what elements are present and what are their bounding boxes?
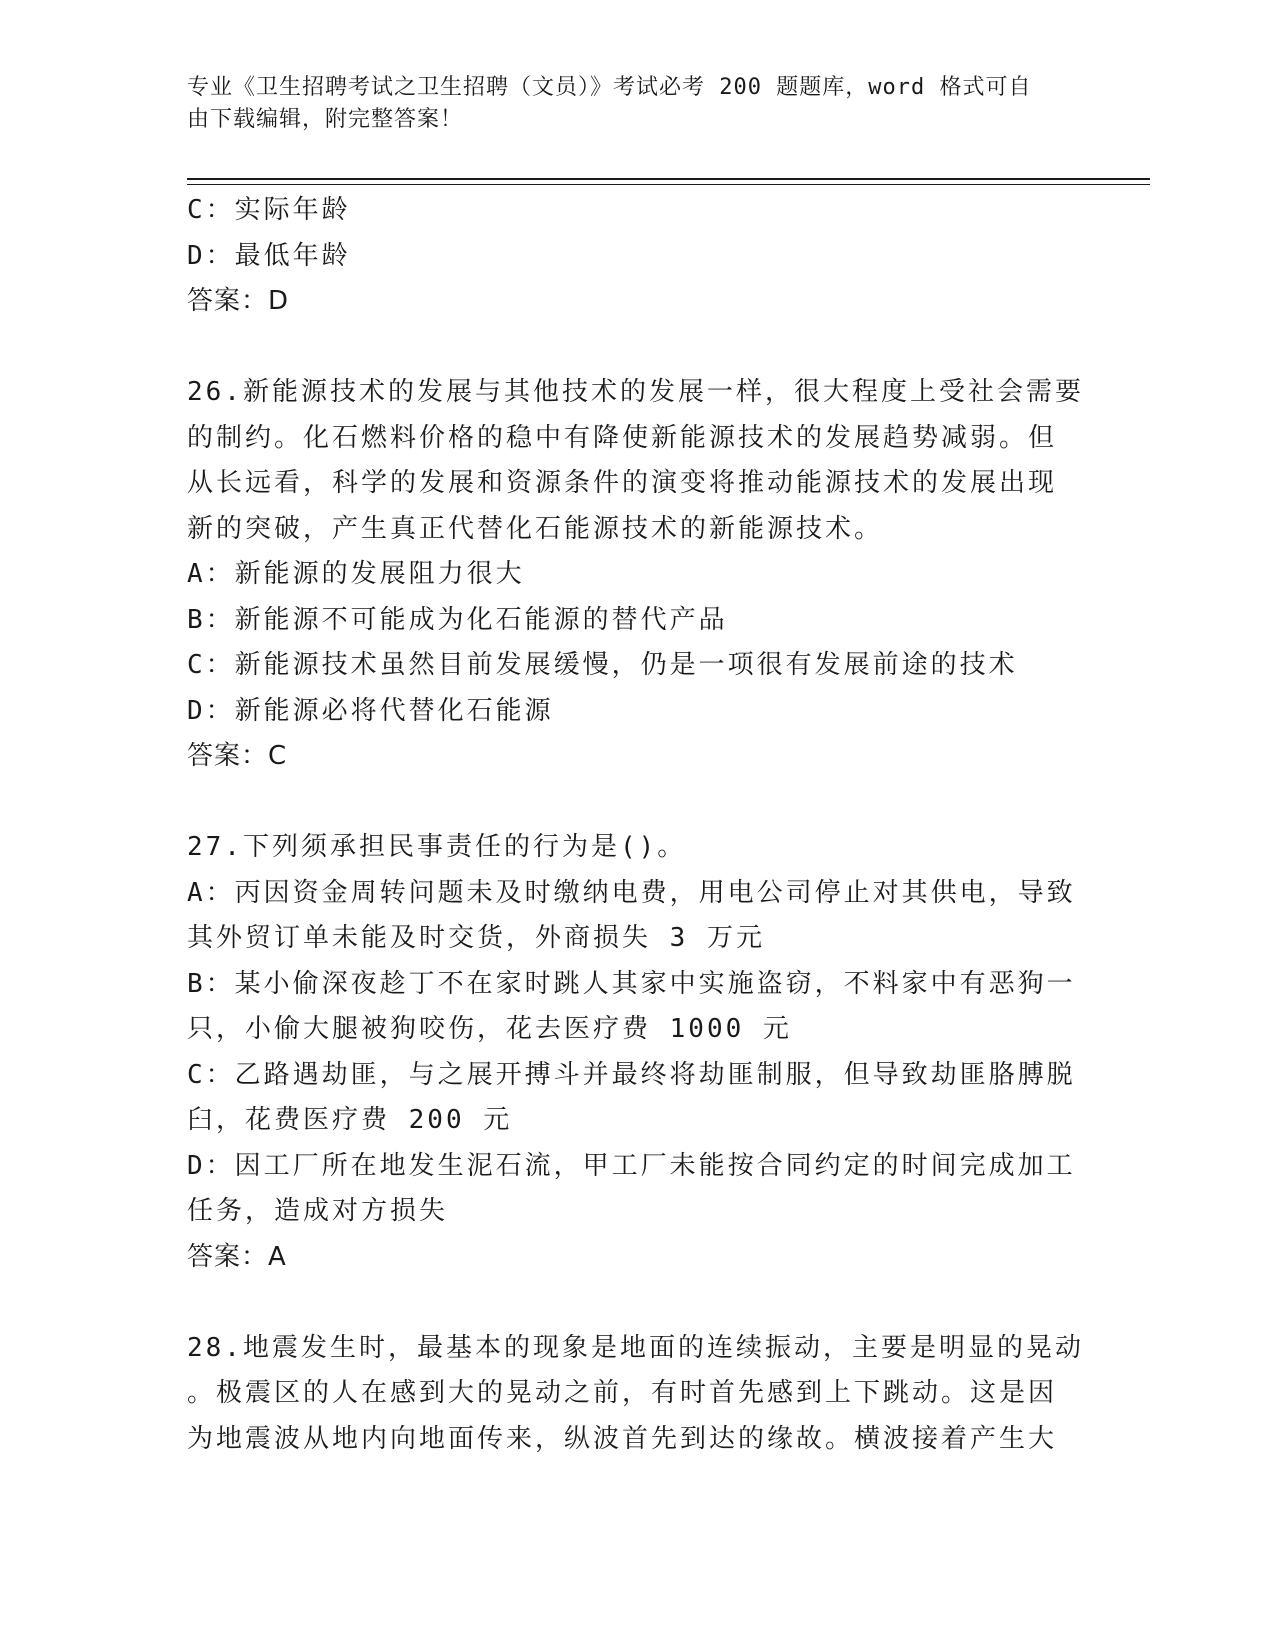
option-c: C：新能源技术虽然目前发展缓慢，仍是一项很有发展前途的技术 (187, 650, 1018, 680)
question-stem-line: 的制约。化石燃料价格的稳中有降使新能源技术的发展趋势减弱。但 (187, 422, 1058, 453)
question-28 (187, 1326, 1084, 1463)
option-b-continued: 只，小偷大腿被狗咬伤，花去医疗费 1000 元 (187, 1014, 792, 1044)
header-divider-thin (187, 184, 1150, 185)
question-stem-line: 为地震波从地内向地面传来，纵波首先到达的缘故。横波接着产生大 (187, 1423, 1058, 1454)
option-b: B：某小偷深夜趁丁不在家时跳人其家中实施盗窃，不料家中有恶狗一 (187, 968, 1076, 999)
question-26 (187, 370, 1084, 780)
option-a-continued: 其外贸订单未能及时交货，外商损失 3 万元 (187, 923, 765, 953)
option-d: D：最低年龄 (187, 240, 351, 271)
spacer (187, 1280, 1077, 1326)
spacer (187, 325, 1077, 371)
option-a: A：新能源的发展阻力很大 (187, 559, 525, 589)
option-c: C：乙路遇劫匪，与之展开搏斗并最终将劫匪制服，但导致劫匪胳膊脱 (187, 1059, 1076, 1090)
header-line-2: 由下载编辑，附完整答案！ (187, 107, 464, 132)
option-d-continued: 任务，造成对方损失 (187, 1196, 449, 1226)
document-header (187, 72, 1067, 136)
option-c-continued: 臼，花费医疗费 200 元 (187, 1105, 513, 1135)
option-d: D：因工厂所在地发生泥石流，甲工厂未能按合同约定的时间完成加工 (187, 1150, 1076, 1181)
header-line-1: 专业《卫生招聘考试之卫生招聘（文员）》考试必考 200 题题库，word 格式可自 (187, 75, 1032, 100)
option-b: B：新能源不可能成为化石能源的替代产品 (187, 604, 728, 635)
question-stem-line: 27.下列须承担民事责任的行为是()。 (187, 832, 687, 862)
question-27 (187, 825, 1077, 1280)
option-d: D：新能源必将代替化石能源 (187, 695, 554, 726)
question-stem-line: 。极震区的人在感到大的晃动之前，有时首先感到上下跳动。这是因 (187, 1378, 1058, 1408)
question-25-tail (187, 188, 1077, 325)
question-stem-line: 新的突破，产生真正代替化石能源技术的新能源技术。 (187, 513, 884, 544)
answer-line: 答案：D (187, 286, 290, 316)
question-stem-line: 26.新能源技术的发展与其他技术的发展一样，很大程度上受社会需要 (187, 377, 1084, 407)
spacer (187, 780, 1077, 826)
option-c: C：实际年龄 (187, 195, 351, 225)
answer-line: 答案：C (187, 741, 288, 771)
header-divider-thick (187, 178, 1150, 180)
question-stem-line: 从长远看，科学的发展和资源条件的演变将推动能源技术的发展出现 (187, 468, 1058, 498)
answer-line: 答案：A (187, 1241, 287, 1272)
document-body (187, 188, 1084, 1462)
question-stem-line: 28.地震发生时，最基本的现象是地面的连续振动，主要是明显的晃动 (187, 1332, 1084, 1363)
option-a: A：丙因资金周转问题未及时缴纳电费，用电公司停止对其供电，导致 (187, 877, 1076, 908)
